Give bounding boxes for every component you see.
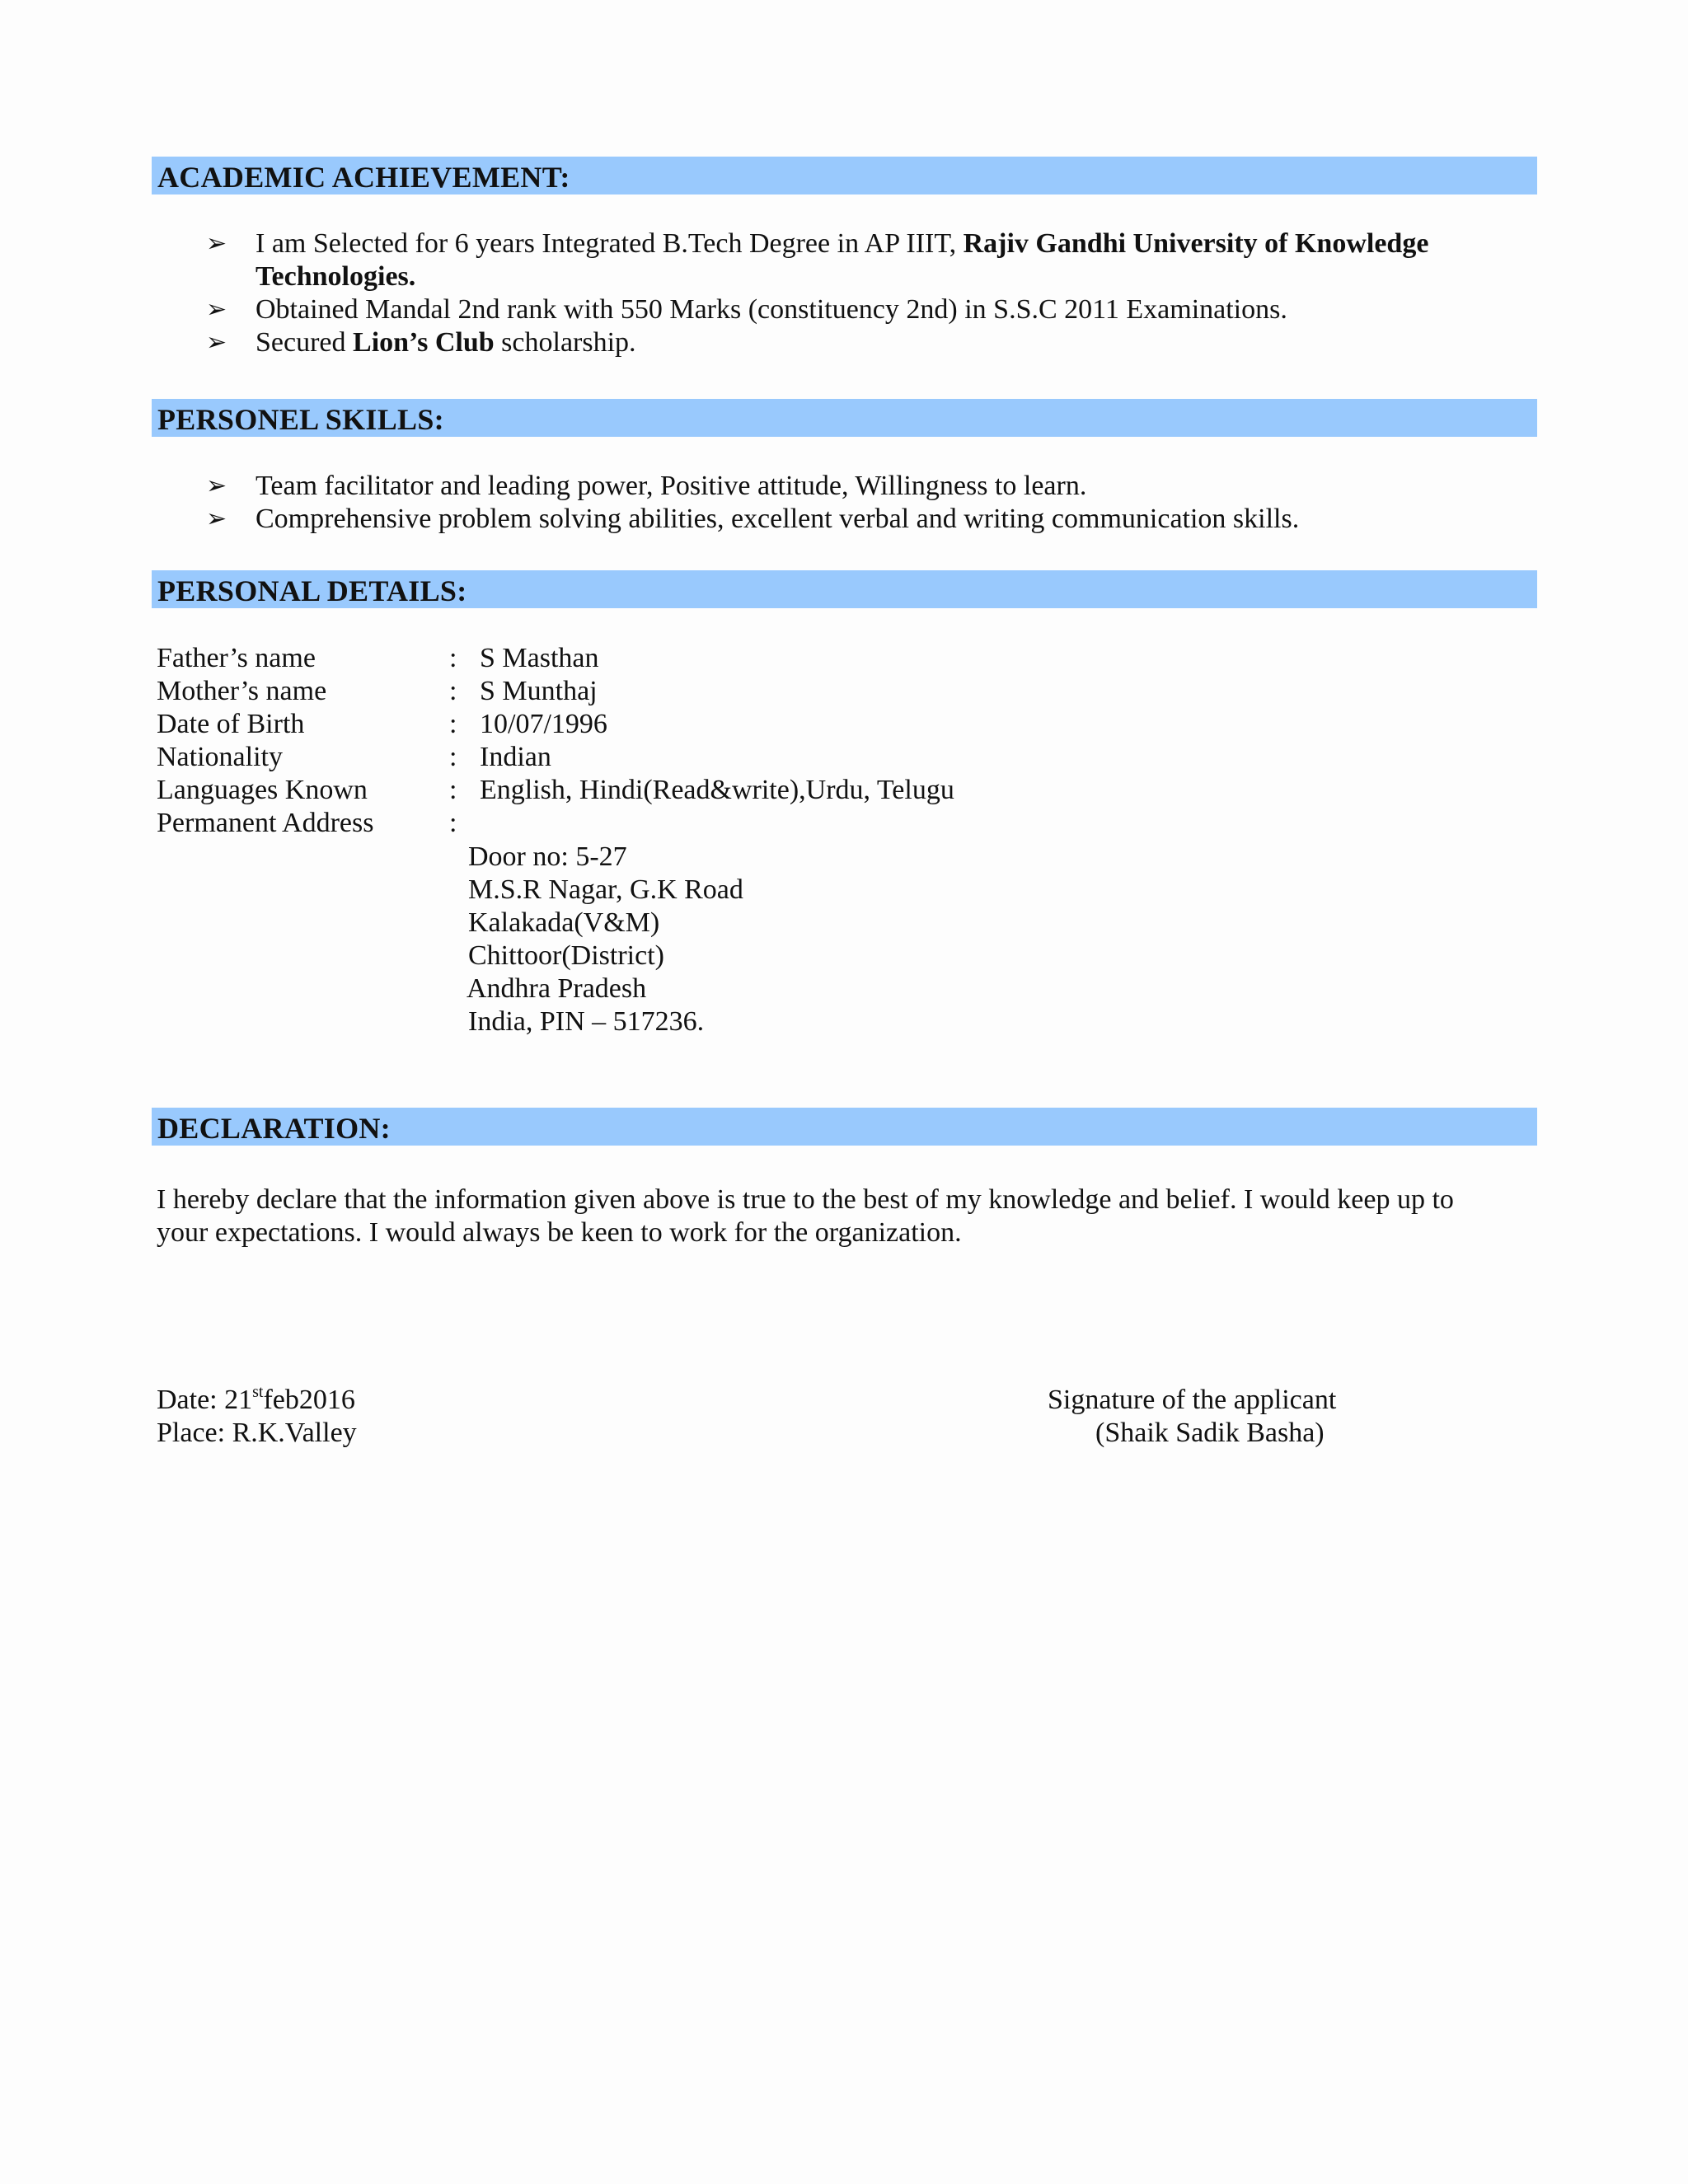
detail-value: 10/07/1996 — [480, 709, 607, 739]
list-item — [206, 326, 1541, 359]
detail-label: Languages Known — [157, 775, 368, 805]
detail-value: S Masthan — [480, 643, 599, 673]
detail-colon: : — [449, 742, 457, 772]
detail-colon: : — [449, 775, 457, 805]
list-item — [206, 470, 1541, 503]
university-name: Rajiv Gandhi University of Knowledge — [963, 228, 1429, 259]
arrowhead-bullet-icon: ➢ — [206, 471, 227, 500]
academic-achievement-heading: ACADEMIC ACHIEVEMENT: — [152, 157, 1537, 194]
address-line: Kalakada(V&M) — [468, 907, 660, 938]
detail-label: Father’s name — [157, 643, 316, 673]
detail-colon: : — [449, 808, 457, 838]
personal-details-heading: PERSONAL DETAILS: — [152, 570, 1537, 608]
signature-label: Signature of the applicant — [1048, 1385, 1337, 1415]
declaration-heading: DECLARATION: — [152, 1108, 1537, 1146]
detail-colon: : — [449, 643, 457, 673]
arrowhead-bullet-icon: ➢ — [206, 504, 227, 533]
declaration-line: I hereby declare that the information given above is true to the best of my knowledge and belief. I would keep up to — [157, 1184, 1454, 1215]
personel-skills-heading: PERSONEL SKILLS: — [152, 399, 1537, 437]
academic-achievement-list — [206, 227, 1541, 359]
detail-label: Date of Birth — [157, 709, 305, 739]
detail-label: Nationality — [157, 742, 283, 772]
list-item — [206, 227, 1541, 293]
list-item — [206, 293, 1541, 326]
list-item — [206, 503, 1541, 536]
detail-colon: : — [449, 676, 457, 706]
date-superscript: st — [252, 1383, 264, 1401]
detail-label: Mother’s name — [157, 676, 327, 706]
date-line — [157, 1384, 355, 1417]
detail-value: English, Hindi(Read&write),Urdu, Telugu — [480, 775, 954, 805]
detail-value: S Munthaj — [480, 676, 598, 706]
arrowhead-bullet-icon: ➢ — [206, 328, 227, 357]
list-item-text: scholarship. — [494, 327, 636, 358]
list-item-text: I am Selected for 6 years Integrated B.Tech Degree in AP IIIT, — [256, 228, 964, 259]
detail-colon: : — [449, 709, 457, 739]
place-line: Place: R.K.Valley — [157, 1418, 357, 1448]
arrowhead-bullet-icon: ➢ — [206, 229, 227, 258]
university-name-cont: Technologies. — [256, 261, 416, 292]
list-item-text: Comprehensive problem solving abilities, excellent verbal and writing communication skills. — [256, 504, 1300, 534]
arrowhead-bullet-icon: ➢ — [206, 295, 227, 324]
signature-name: (Shaik Sadik Basha) — [1095, 1418, 1325, 1448]
detail-label: Permanent Address — [157, 808, 374, 838]
skills-list — [206, 470, 1541, 536]
scholarship-name: Lion’s Club — [353, 327, 495, 358]
address-line: Door no: 5-27 — [468, 841, 627, 872]
address-line: M.S.R Nagar, G.K Road — [468, 874, 743, 905]
address-line: Andhra Pradesh — [467, 973, 647, 1004]
list-item-text: Team facilitator and leading power, Positive attitude, Willingness to learn. — [256, 471, 1087, 501]
detail-value: Indian — [480, 742, 551, 772]
address-line: India, PIN – 517236. — [468, 1006, 705, 1037]
date-label: Date: 21 — [157, 1385, 253, 1415]
declaration-line: your expectations. I would always be keen to work for the organization. — [157, 1217, 962, 1248]
date-value: feb2016 — [263, 1385, 355, 1415]
list-item-text: Obtained Mandal 2nd rank with 550 Marks (constituency 2nd) in S.S.C 2011 Examinations. — [256, 294, 1287, 325]
list-item-text: Secured — [256, 327, 354, 358]
address-line: Chittoor(District) — [468, 940, 664, 971]
